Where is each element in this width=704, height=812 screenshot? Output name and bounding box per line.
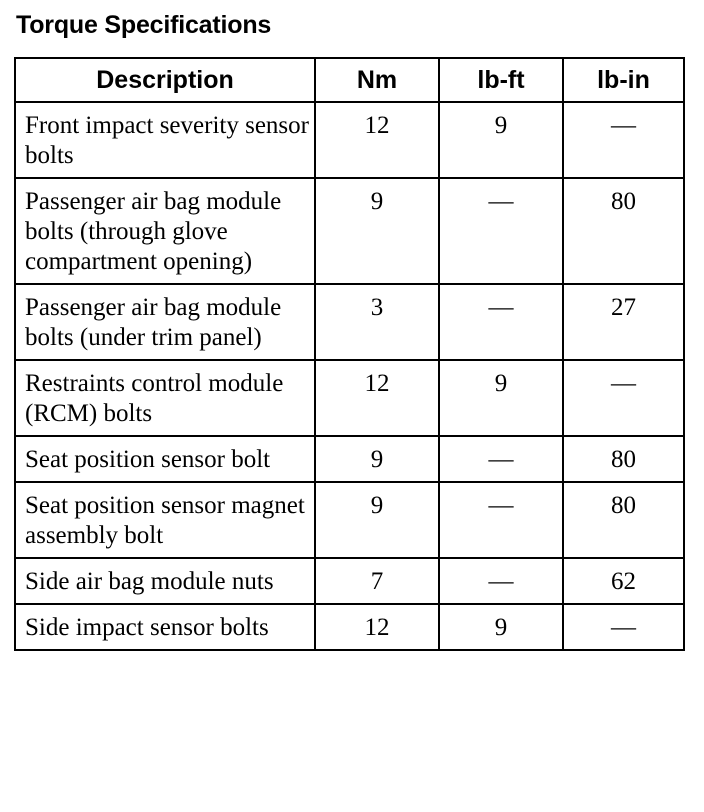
torque-specifications-table (14, 57, 685, 651)
table-row (15, 178, 684, 284)
lb-in-cell: 62 (563, 558, 684, 604)
lb-ft-cell: 9 (439, 604, 563, 650)
nm-cell: 12 (315, 604, 439, 650)
lb-in-cell: — (563, 102, 684, 178)
lb-ft-cell: — (439, 178, 563, 284)
nm-cell: 9 (315, 436, 439, 482)
description-cell: Seat position sensor magnet assembly bolt (15, 482, 315, 558)
lb-in-cell: 27 (563, 284, 684, 360)
description-cell: Passenger air bag module bolts (through glove compartment opening) (15, 178, 315, 284)
lb-in-cell: 80 (563, 436, 684, 482)
table-header-row (15, 58, 684, 102)
lb-in-cell: — (563, 360, 684, 436)
description-cell: Side impact sensor bolts (15, 604, 315, 650)
nm-cell: 3 (315, 284, 439, 360)
nm-cell: 12 (315, 360, 439, 436)
nm-cell: 7 (315, 558, 439, 604)
lb-in-cell: 80 (563, 178, 684, 284)
page-title: Torque Specifications (16, 11, 272, 39)
nm-cell: 12 (315, 102, 439, 178)
lb-in-cell: — (563, 604, 684, 650)
lb-ft-cell: — (439, 558, 563, 604)
table-row (15, 604, 684, 650)
description-cell: Side air bag module nuts (15, 558, 315, 604)
column-header-description: Description (15, 58, 315, 102)
table-row (15, 482, 684, 558)
description-cell: Passenger air bag module bolts (under trim panel) (15, 284, 315, 360)
table-row (15, 102, 684, 178)
description-cell: Front impact severity sensor bolts (15, 102, 315, 178)
table-row (15, 436, 684, 482)
description-cell: Seat position sensor bolt (15, 436, 315, 482)
lb-in-cell: 80 (563, 482, 684, 558)
nm-cell: 9 (315, 178, 439, 284)
column-header-lb-ft: lb-ft (439, 58, 563, 102)
lb-ft-cell: 9 (439, 102, 563, 178)
table-row (15, 284, 684, 360)
nm-cell: 9 (315, 482, 439, 558)
table-row (15, 360, 684, 436)
description-cell: Restraints control module (RCM) bolts (15, 360, 315, 436)
lb-ft-cell: 9 (439, 360, 563, 436)
lb-ft-cell: — (439, 436, 563, 482)
lb-ft-cell: — (439, 284, 563, 360)
table-row (15, 558, 684, 604)
lb-ft-cell: — (439, 482, 563, 558)
column-header-nm: Nm (315, 58, 439, 102)
column-header-lb-in: lb-in (563, 58, 684, 102)
